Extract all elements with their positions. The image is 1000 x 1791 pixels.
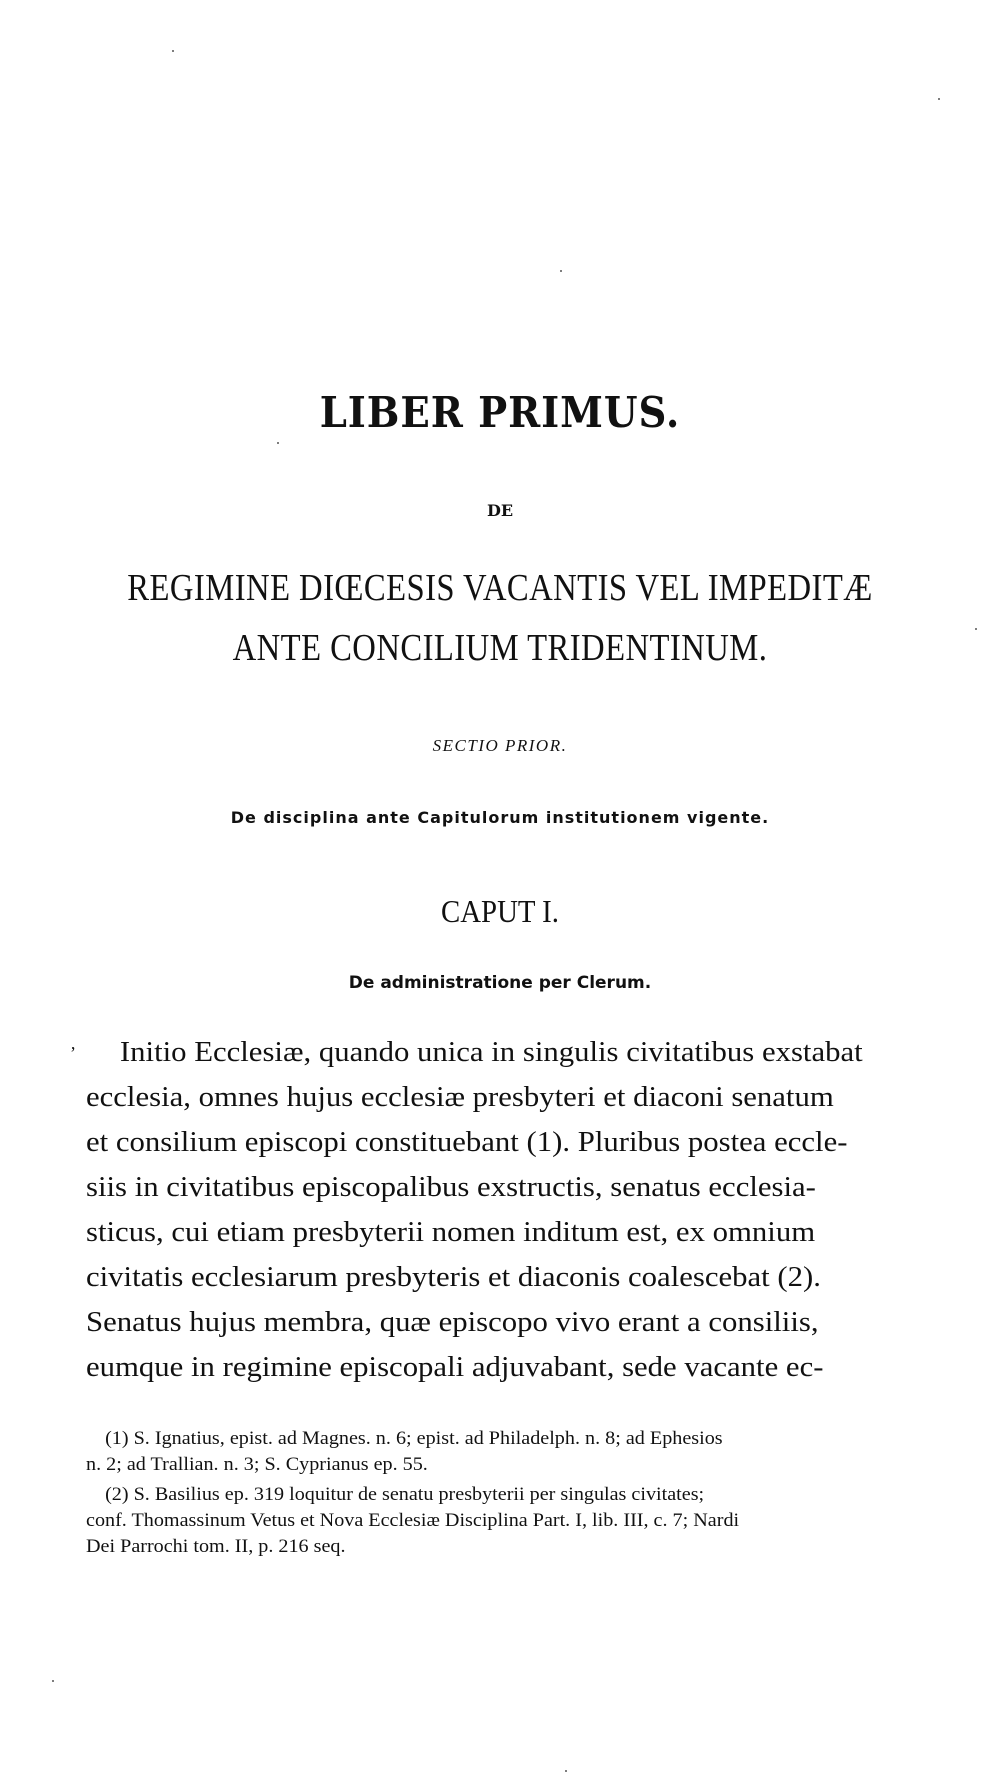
body-line: et consilium episcopi constituebant (1). Pluribus postea eccle- [86, 1126, 848, 1158]
footnote-line: conf. Thomassinum Vetus et Nova Ecclesiæ Disciplina Part. I, lib. III, c. 7; Nardi [86, 1510, 740, 1531]
body-line: Senatus hujus membra, quæ episcopo vivo erant a consiliis, [86, 1306, 819, 1338]
chapter-title: CAPUT I. [441, 893, 559, 929]
body-line: ecclesia, omnes hujus ecclesiæ presbyteri et diaconi senatum [86, 1081, 834, 1113]
scan-speck [277, 442, 279, 444]
scan-speck [565, 1770, 567, 1772]
body-line: eumque in regimine episcopali adjuvabant, sede vacante ec- [86, 1351, 824, 1383]
margin-mark: ’ [70, 1043, 76, 1063]
book-heading-line-2: ANTE CONCILIUM TRIDENTINUM. [232, 627, 768, 669]
body-line: sticus, cui etiam presbyterii nomen inditum est, ex omnium [86, 1216, 816, 1248]
footnote-1 [86, 1426, 910, 1478]
scan-speck [975, 628, 977, 630]
body-line: siis in civitatibus episcopalibus exstructis, senatus ecclesia- [86, 1171, 816, 1203]
scan-speck [938, 98, 940, 100]
section-title: SECTIO PRIOR. [432, 736, 568, 755]
footnote-line: n. 2; ad Trallian. n. 3; S. Cyprianus ep. 55. [86, 1454, 428, 1475]
chapter-subtitle: De administratione per Clerum. [348, 973, 652, 993]
title-connector: DE [486, 501, 514, 520]
body-line: civitatis ecclesiarum presbyteris et diaconis coalescebat (2). [86, 1261, 821, 1293]
footnote-line: Dei Parrochi tom. II, p. 216 seq. [86, 1536, 346, 1557]
section-subtitle: De disciplina ante Capitulorum institutionem vigente. [230, 808, 770, 827]
body-paragraph [86, 1030, 906, 1390]
footnote-line: (1) S. Ignatius, epist. ad Magnes. n. 6; epist. ad Philadelph. n. 8; ad Ephesios [105, 1428, 723, 1449]
body-line: Initio Ecclesiæ, quando unica in singulis civitatibus exstabat [119, 1036, 863, 1068]
book-heading-line-1: REGIMINE DIŒCESIS VACANTIS VEL IMPEDITÆ [127, 567, 873, 609]
scan-speck [52, 1680, 54, 1682]
scan-speck [172, 50, 174, 52]
scan-speck [560, 270, 562, 272]
footnote-line: (2) S. Basilius ep. 319 loquitur de senatu presbyterii per singulas civitates; [105, 1484, 705, 1505]
book-title: LIBER PRIMUS. [319, 388, 681, 437]
footnote-2 [86, 1482, 910, 1560]
